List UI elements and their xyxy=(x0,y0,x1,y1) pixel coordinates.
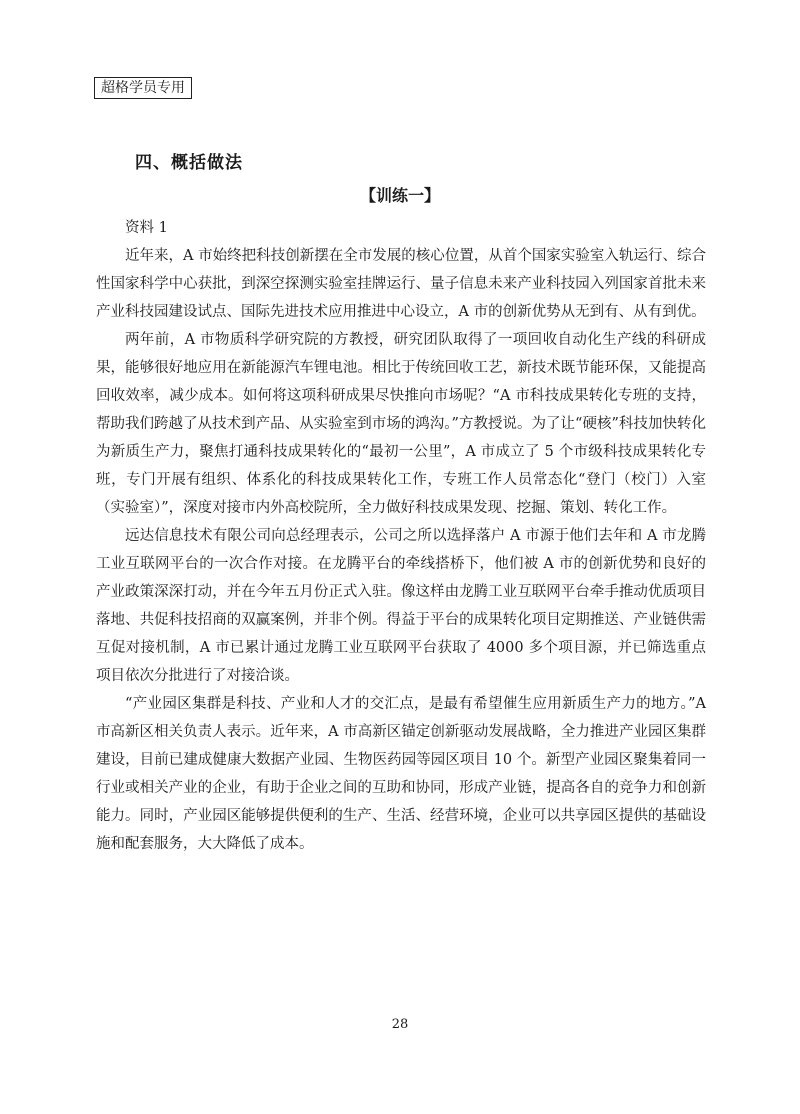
document-body xyxy=(96,214,706,858)
section-title: 四、概括做法 xyxy=(135,153,243,173)
paragraph: 远达信息技术有限公司向总经理表示，公司之所以选择落户 A 市源于他们去年和 A 市龙腾工业互联网平台的一次合作对接。在龙腾平台的牵线搭桥下，他们被 A 市的创新优势和良好的产业政策深深打动，并在今年五月份正式入驻。像这样由龙腾工业互联网平台牵手推动优质项目落地、共促科技招商的双赢案例，并非个例。得益于平台的成果转化项目定期推送、产业链供需互促对接机制，A 市已累计通过龙腾工业互联网平台获取了 4000 多个项目源，并已筛选重点项目依次分批进行了对接洽谈。 xyxy=(96,528,706,684)
paragraph: 两年前，A 市物质科学研究院的方教授，研究团队取得了一项回收自动化生产线的科研成果，能够很好地应用在新能源汽车锂电池。相比于传统回收工艺，新技术既节能环保，又能提高回收效率，减少成本。如何将这项科研成果尽快推向市场呢？“A 市科技成果转化专班的支持，帮助我们跨越了从技术到产品、从实验室到市场的鸿沟。”方教授说。为了让“硬核”科技加快转化为新质生产力，聚焦打通科技成果转化的“最初一公里”，A 市成立了 5 个市级科技成果转化专班，专门开展有组织、体系化的科技成果转化工作，专班工作人员常态化“登门（校门）入室（实验室）”，深度对接市内外高校院所，全力做好科技成果发现、挖掘、策划、转化工作。 xyxy=(96,332,706,516)
exclusive-badge: 超格学员专用 xyxy=(94,77,192,99)
paragraph: “产业园区集群是科技、产业和人才的交汇点，是最有希望催生应用新质生产力的地方。”A 市高新区相关负责人表示。近年来，A 市高新区锚定创新驱动发展战略，全力推进产业园区集群建设，目前已建成健康大数据产业园、生物医药园等园区项目 10 个。新型产业园区聚集着同一行业或相关产业的企业，有助于企业之间的互助和协同，形成产业链，提高各自的竞争力和创新能力。同时，产业园区能够提供便利的生产、生活、经营环境，企业可以共享园区提供的基础设施和配套服务，大大降低了成本。 xyxy=(96,696,706,852)
paragraph: 近年来，A 市始终把科技创新摆在全市发展的核心位置，从首个国家实验室入轨运行、综合性国家科学中心获批，到深空探测实验室挂牌运行、量子信息未来产业科技园入列国家首批未来产业科技园建设试点、国际先进技术应用推进中心设立，A 市的创新优势从无到有、从有到优。 xyxy=(96,248,706,320)
material-label: 资料 1 xyxy=(125,220,168,236)
page-number: 28 xyxy=(391,1017,409,1032)
training-title: 【训练一】 xyxy=(359,186,440,205)
